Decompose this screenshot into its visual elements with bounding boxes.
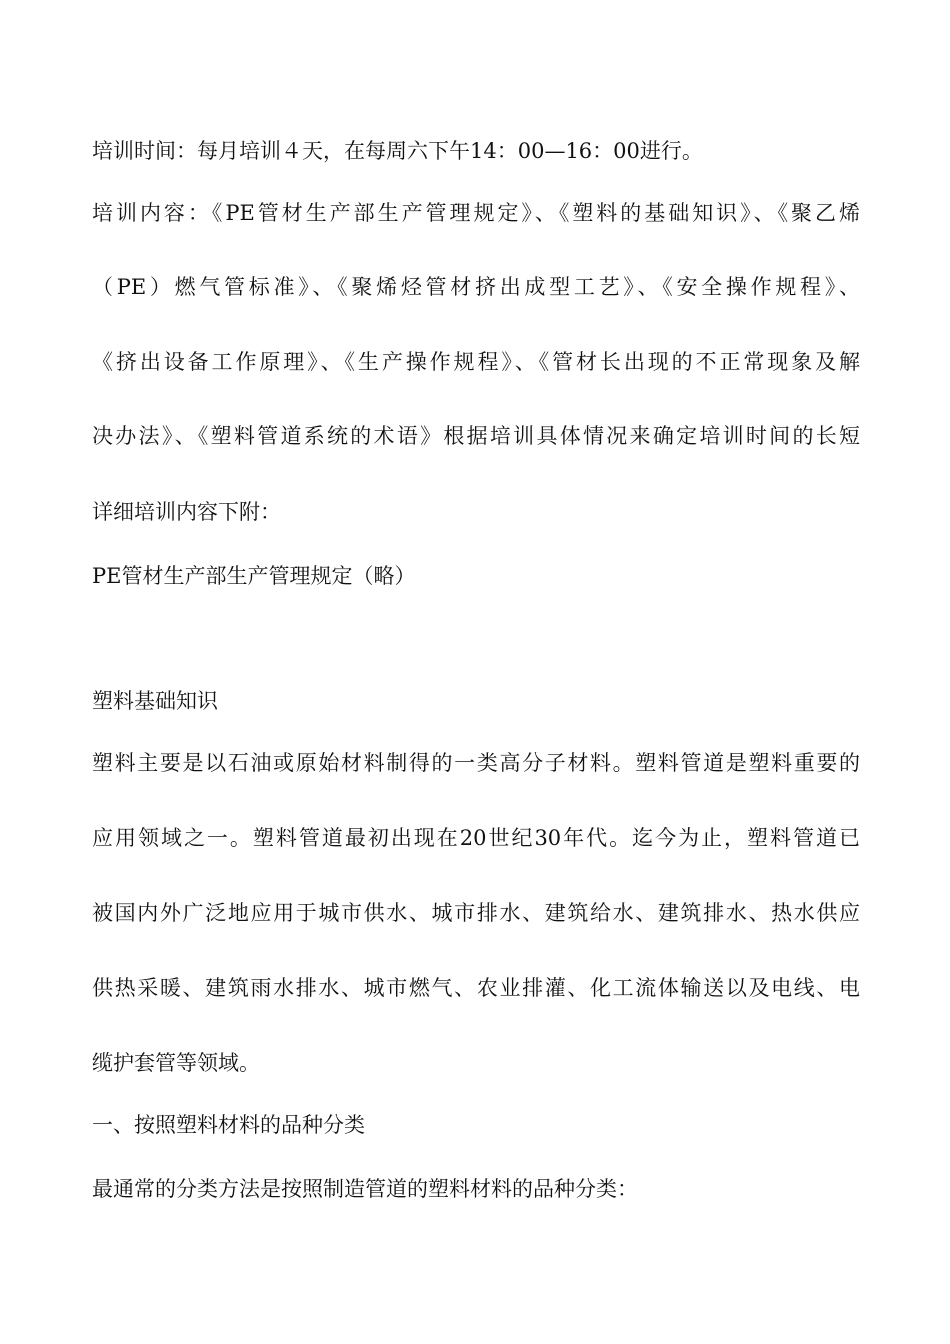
plastics-paragraph-line-1: 塑料主要是以石油或原始材料制得的一类高分子材料。塑料管道是塑料重要的: [92, 751, 860, 775]
classification-text: 最通常的分类方法是按照制造管道的塑料材料的品种分类：: [92, 1177, 638, 1201]
plastics-paragraph-line-5: 缆护套管等领域。: [92, 1051, 260, 1075]
plastics-paragraph-line-3: 被国内外广泛地应用于城市供水、城市排水、建筑给水、建筑排水、热水供应: [92, 901, 860, 925]
section-pe-rules: PE管材生产部生产管理规定（略）: [92, 564, 416, 588]
training-content-line-1: 培训内容：《PE管材生产部生产管理规定》、《塑料的基础知识》、《聚乙烯: [92, 201, 860, 225]
training-content-line-4: 决办法》、《塑料管道系统的术语》根据培训具体情况来确定培训时间的长短: [92, 424, 860, 448]
plastics-paragraph-line-2: 应用领域之一。塑料管道最初出现在20世纪30年代。迄今为止，塑料管道已: [92, 826, 860, 850]
section-plastics-title: 塑料基础知识: [92, 689, 218, 713]
training-content-line-2: （PE）燃气管标准》、《聚烯烃管材挤出成型工艺》、《安全操作规程》、: [92, 275, 860, 299]
plastics-paragraph-line-4: 供热采暖、建筑雨水排水、城市燃气、农业排灌、化工流体输送以及电线、电: [92, 976, 860, 1000]
details-intro: 详细培训内容下附：: [92, 500, 281, 524]
classification-heading: 一、按照塑料材料的品种分类: [92, 1113, 365, 1137]
training-time: 培训时间：每月培训４天，在每周六下午14：00—16：00进行。: [92, 139, 703, 163]
training-content-line-3: 《挤出设备工作原理》、《生产操作规程》、《管材长出现的不正常现象及解: [92, 350, 860, 374]
